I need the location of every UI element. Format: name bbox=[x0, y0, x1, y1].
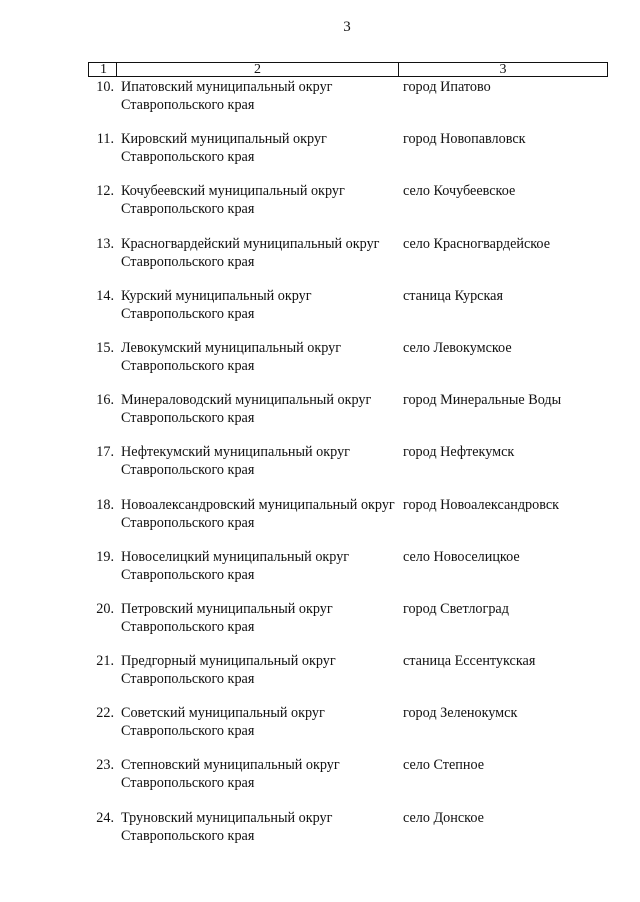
administrative-center: город Минеральные Воды bbox=[403, 392, 562, 409]
column-header-3: 3 bbox=[499, 62, 507, 77]
district-name: Новоселицкий муниципальный округ Ставропольского края bbox=[121, 548, 350, 583]
administrative-center: город Новопавловск bbox=[403, 131, 526, 148]
table-row bbox=[0, 442, 640, 494]
row-number: 24. bbox=[96, 809, 114, 826]
table-row bbox=[0, 390, 640, 442]
row-number: 13. bbox=[96, 235, 114, 252]
administrative-center: город Светлоград bbox=[403, 600, 509, 617]
page-number: 3 bbox=[343, 19, 351, 35]
row-number: 12. bbox=[96, 183, 114, 200]
district-name: Петровский муниципальный округ Ставропольского края bbox=[121, 600, 333, 635]
administrative-center: село Кочубеевское bbox=[403, 183, 516, 200]
row-number: 19. bbox=[96, 548, 114, 565]
municipal-districts-list bbox=[0, 77, 640, 860]
administrative-center: село Левокумское bbox=[403, 339, 512, 356]
district-name: Минераловодский муниципальный округ Ставропольского края bbox=[121, 392, 372, 427]
table-row bbox=[0, 808, 640, 860]
row-number: 22. bbox=[96, 705, 114, 722]
administrative-center: станица Курская bbox=[403, 287, 503, 304]
row-number: 11. bbox=[96, 131, 114, 148]
row-number: 18. bbox=[96, 496, 114, 513]
district-name: Кировский муниципальный округ Ставропольского края bbox=[121, 131, 327, 166]
administrative-center: село Новоселицкое bbox=[403, 548, 520, 565]
table-row bbox=[0, 286, 640, 338]
row-number: 14. bbox=[96, 287, 114, 304]
administrative-center: город Новоалександровск bbox=[403, 496, 560, 513]
table-row bbox=[0, 703, 640, 755]
administrative-center: город Ипатово bbox=[403, 79, 491, 95]
table-row bbox=[0, 129, 640, 181]
administrative-center: село Красногвардейское bbox=[403, 235, 551, 252]
district-name: Нефтекумский муниципальный округ Ставропольского края bbox=[121, 444, 350, 479]
district-name: Курский муниципальный округ Ставропольского края bbox=[121, 287, 312, 322]
district-name: Предгорный муниципальный округ Ставропольского края bbox=[121, 653, 336, 688]
district-name: Степновский муниципальный округ Ставропольского края bbox=[121, 757, 340, 792]
district-name: Левокумский муниципальный округ Ставропольского края bbox=[121, 339, 342, 374]
table-row bbox=[0, 651, 640, 703]
district-name: Красногвардейский муниципальный округ Ставропольского края bbox=[121, 235, 380, 270]
table-header bbox=[88, 62, 608, 77]
row-number: 21. bbox=[96, 653, 114, 670]
column-header-2: 2 bbox=[117, 63, 399, 76]
table-row bbox=[0, 338, 640, 390]
district-name: Ипатовский муниципальный округ Ставропольского края bbox=[121, 79, 333, 113]
row-number: 16. bbox=[96, 392, 114, 409]
column-header-1: 1 bbox=[89, 63, 117, 76]
district-name: Советский муниципальный округ Ставропольского края bbox=[121, 705, 325, 740]
row-number: 23. bbox=[96, 757, 114, 774]
table-row bbox=[0, 181, 640, 233]
administrative-center: село Степное bbox=[403, 757, 485, 774]
row-number: 20. bbox=[96, 600, 114, 617]
district-name: Кочубеевский муниципальный округ Ставропольского края bbox=[121, 183, 345, 218]
table-row bbox=[0, 599, 640, 651]
table-row bbox=[0, 77, 640, 129]
row-number: 15. bbox=[96, 339, 114, 356]
table-row bbox=[0, 755, 640, 807]
table-row bbox=[0, 234, 640, 286]
table-row bbox=[0, 547, 640, 599]
table-row bbox=[0, 495, 640, 547]
district-name: Новоалександровский муниципальный округ Ставропольского края bbox=[121, 496, 395, 531]
district-name: Труновский муниципальный округ Ставропольского края bbox=[121, 809, 333, 844]
row-number: 17. bbox=[96, 444, 114, 461]
administrative-center: станица Ессентукская bbox=[403, 653, 536, 670]
row-number: 10. bbox=[96, 79, 114, 95]
administrative-center: город Нефтекумск bbox=[403, 444, 515, 461]
administrative-center: село Донское bbox=[403, 809, 484, 826]
administrative-center: город Зеленокумск bbox=[403, 705, 518, 722]
